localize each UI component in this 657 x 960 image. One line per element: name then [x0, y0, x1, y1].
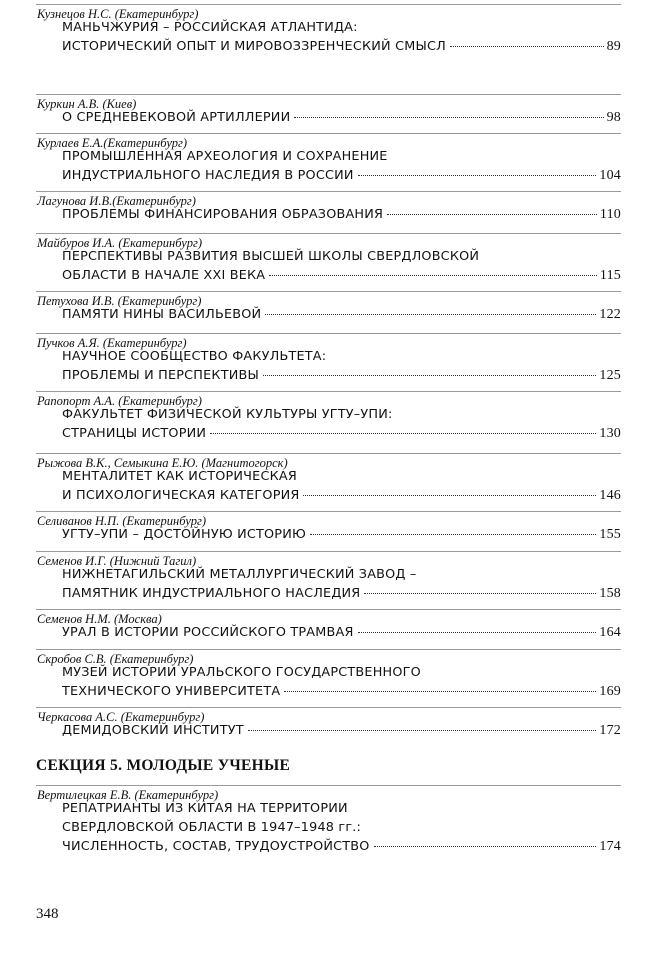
entry-title-text: ПРОБЛЕМЫ И ПЕРСПЕКТИВЫ	[62, 368, 259, 383]
entry-title-text: ПРОМЫШЛЕННАЯ АРХЕОЛОГИЯ И СОХРАНЕНИЕ	[62, 149, 388, 164]
entry-page-number: 130	[599, 426, 621, 441]
dot-leader	[210, 433, 596, 434]
entry-title-text: ПАМЯТИ НИНЫ ВАСИЛЬЕВОЙ	[62, 307, 262, 322]
dot-leader	[358, 175, 597, 176]
entry-author: Вертилецкая Е.В. (Екатеринбург)	[37, 788, 219, 802]
entry-author: Курлаев Е.А.(Екатеринбург)	[37, 136, 188, 150]
entry-page-number: 89	[606, 39, 621, 54]
entry-title-text: ТЕХНИЧЕСКОГО УНИВЕРСИТЕТА	[62, 684, 281, 699]
entry-page-number: 164	[599, 625, 621, 640]
entry-divider	[36, 707, 621, 708]
entry-title-line	[62, 19, 621, 37]
entry-page-number: 155	[599, 527, 621, 542]
entry-page-number: 158	[599, 586, 621, 601]
entry-author: Селиванов Н.П. (Екатеринбург)	[37, 514, 207, 528]
entry-title-line	[62, 306, 621, 324]
entry-title-text: И ПСИХОЛОГИЧЕСКАЯ КАТЕГОРИЯ	[62, 488, 300, 503]
entry-title-text: МЕНТАЛИТЕТ КАК ИСТОРИЧЕСКАЯ	[62, 469, 297, 484]
dot-leader	[248, 730, 597, 731]
entry-title-text: ОБЛАСТИ В НАЧАЛЕ XXI ВЕКА	[62, 268, 266, 283]
dot-leader	[364, 593, 596, 594]
dot-leader	[358, 632, 597, 633]
dot-leader	[294, 117, 603, 118]
entry-author: Рапопорт А.А. (Екатеринбург)	[37, 394, 202, 408]
entry-title-line	[62, 206, 621, 224]
entry-title-text: О СРЕДНЕВЕКОВОЙ АРТИЛЛЕРИИ	[62, 110, 291, 125]
dot-leader	[310, 534, 596, 535]
page-number: 348	[36, 906, 59, 922]
entry-title-text: МУЗЕЙ ИСТОРИИ УРАЛЬСКОГО ГОСУДАРСТВЕННОГО	[62, 665, 421, 680]
entry-title-line	[62, 722, 621, 740]
entry-title-text: НИЖНЕТАГИЛЬСКИЙ МЕТАЛЛУРГИЧЕСКИЙ ЗАВОД –	[62, 567, 417, 582]
dot-leader	[269, 275, 597, 276]
entry-title-line	[62, 487, 621, 505]
entry-divider	[36, 233, 621, 234]
entry-title-line	[62, 566, 621, 584]
entry-title-line	[62, 800, 621, 818]
entry-divider	[36, 511, 621, 512]
entry-author: Черкасова А.С. (Екатеринбург)	[37, 710, 205, 724]
entry-divider	[36, 391, 621, 392]
entry-title-line	[62, 664, 621, 682]
entry-page-number: 104	[599, 168, 621, 183]
entry-author: Кузнецов Н.С. (Екатеринбург)	[37, 7, 199, 21]
entry-page-number: 98	[606, 110, 621, 125]
entry-page-number: 146	[599, 488, 621, 503]
entry-author: Скробов С.В. (Екатеринбург)	[37, 652, 194, 666]
entry-author: Петухова И.В. (Екатеринбург)	[37, 294, 202, 308]
entry-page-number: 125	[599, 368, 621, 383]
entry-divider	[36, 609, 621, 610]
entry-title-text: ПРОБЛЕМЫ ФИНАНСИРОВАНИЯ ОБРАЗОВАНИЯ	[62, 207, 384, 222]
entry-title-text: МАНЬЧЖУРИЯ – РОССИЙСКАЯ АТЛАНТИДА:	[62, 20, 358, 35]
dot-leader	[303, 495, 596, 496]
entry-title-line	[62, 838, 621, 856]
dot-leader	[284, 691, 596, 692]
entry-title-line	[62, 526, 621, 544]
entry-author: Куркин А.В. (Киев)	[37, 97, 137, 111]
section-heading: СЕКЦИЯ 5. МОЛОДЫЕ УЧЕНЫЕ	[36, 757, 291, 774]
entry-author: Семенов И.Г. (Нижний Тагил)	[37, 554, 197, 568]
dot-leader	[265, 314, 596, 315]
entry-title-text: СВЕРДЛОВСКОЙ ОБЛАСТИ В 1947–1948 гг.:	[62, 820, 362, 835]
entry-title-line	[62, 585, 621, 603]
entry-divider	[36, 191, 621, 192]
entry-divider	[36, 291, 621, 292]
entry-title-text: ЧИСЛЕННОСТЬ, СОСТАВ, ТРУДОУСТРОЙСТВО	[62, 839, 370, 854]
entry-title-text: НАУЧНОЕ СООБЩЕСТВО ФАКУЛЬТЕТА:	[62, 349, 327, 364]
entry-page-number: 115	[599, 268, 621, 283]
dot-leader	[387, 214, 597, 215]
entry-page-number: 169	[599, 684, 621, 699]
entry-divider	[36, 4, 621, 5]
entry-divider	[36, 649, 621, 650]
entry-title-line	[62, 248, 621, 266]
entry-title-text: ФАКУЛЬТЕТ ФИЗИЧЕСКОЙ КУЛЬТУРЫ УГТУ–УПИ:	[62, 407, 393, 422]
entry-title-line	[62, 148, 621, 166]
entry-title-line	[62, 167, 621, 185]
entry-page-number: 122	[599, 307, 621, 322]
entry-title-line	[62, 38, 621, 56]
entry-title-line	[62, 406, 621, 424]
entry-divider	[36, 453, 621, 454]
entry-page-number: 174	[599, 839, 621, 854]
entry-title-line	[62, 819, 621, 837]
entry-title-text: ИНДУСТРИАЛЬНОГО НАСЛЕДИЯ В РОССИИ	[62, 168, 354, 183]
entry-title-text: ДЕМИДОВСКИЙ ИНСТИТУТ	[62, 723, 244, 738]
entry-author: Лагунова И.В.(Екатеринбург)	[37, 194, 196, 208]
entry-divider	[36, 785, 621, 786]
entry-title-text: ПАМЯТНИК ИНДУСТРИАЛЬНОГО НАСЛЕДИЯ	[62, 586, 361, 601]
entry-divider	[36, 333, 621, 334]
entry-author: Семенов Н.М. (Москва)	[37, 612, 162, 626]
entry-page-number: 110	[599, 207, 621, 222]
entry-title-line	[62, 348, 621, 366]
dot-leader	[450, 46, 604, 47]
entry-title-line	[62, 683, 621, 701]
entry-title-text: УРАЛ В ИСТОРИИ РОССИЙСКОГО ТРАМВАЯ	[62, 625, 354, 640]
entry-divider	[36, 94, 621, 95]
entry-title-text: СТРАНИЦЫ ИСТОРИИ	[62, 426, 207, 441]
entry-author: Рыжова В.К., Семыкина Е.Ю. (Магнитогорск)	[37, 456, 288, 470]
dot-leader	[263, 375, 596, 376]
entry-title-line	[62, 367, 621, 385]
entry-title-line	[62, 267, 621, 285]
dot-leader	[374, 846, 597, 847]
entry-divider	[36, 133, 621, 134]
entry-title-line	[62, 109, 621, 127]
entry-title-text: ИСТОРИЧЕСКИЙ ОПЫТ И МИРОВОЗЗРЕНЧЕСКИЙ СМЫСЛ	[62, 39, 446, 54]
entry-divider	[36, 551, 621, 552]
entry-author: Майбуров И.А. (Екатеринбург)	[37, 236, 202, 250]
entry-title-text: ПЕРСПЕКТИВЫ РАЗВИТИЯ ВЫСШЕЙ ШКОЛЫ СВЕРДЛОВСКОЙ	[62, 249, 480, 264]
entry-title-line	[62, 425, 621, 443]
entry-title-line	[62, 468, 621, 486]
entry-title-line	[62, 624, 621, 642]
entry-author: Пучков А.Я. (Екатеринбург)	[37, 336, 187, 350]
entry-page-number: 172	[599, 723, 621, 738]
entry-title-text: УГТУ–УПИ – ДОСТОЙНУЮ ИСТОРИЮ	[62, 527, 307, 542]
entry-title-text: РЕПАТРИАНТЫ ИЗ КИТАЯ НА ТЕРРИТОРИИ	[62, 801, 348, 816]
